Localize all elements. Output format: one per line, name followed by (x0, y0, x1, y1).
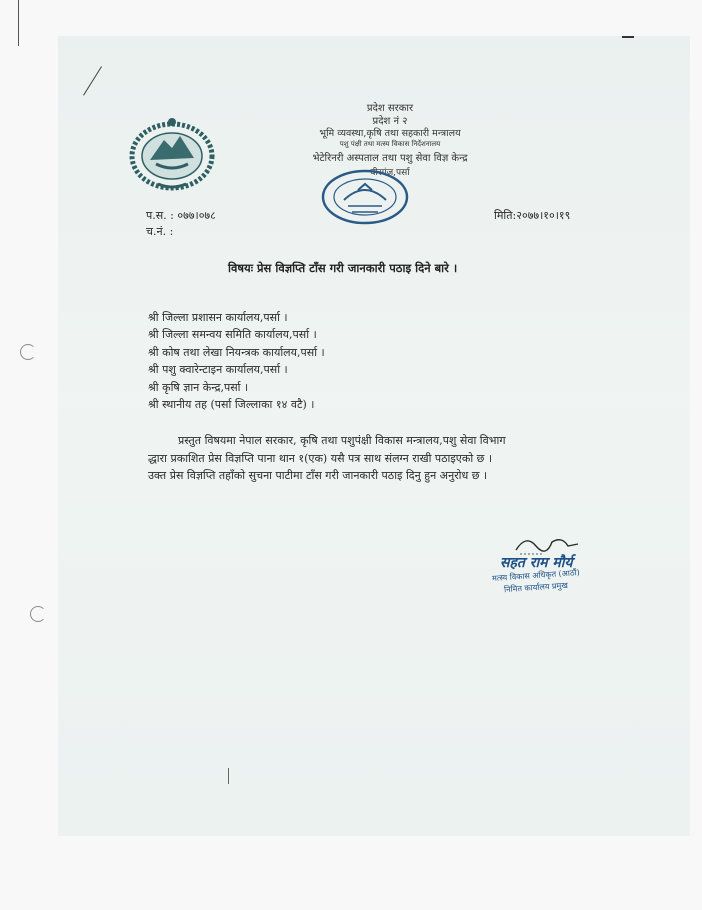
office-stamp-icon (318, 166, 412, 228)
government-emblem-icon (128, 114, 216, 192)
letterhead-line6: वीरगंज,पर्सा (370, 168, 410, 178)
dash-mark (622, 36, 634, 38)
body-paragraph (148, 432, 598, 485)
letterhead-line1: प्रदेश सरकार (366, 103, 414, 114)
recipient-item: श्री कृषि ज्ञान केन्द्र,पर्सा । (148, 380, 249, 394)
letterhead-line2: प्रदेश नं २ (372, 116, 408, 127)
recipient-item: श्री जिल्ला समन्वय समिति कार्यालय,पर्सा । (148, 328, 317, 342)
letterhead-line5: भेटेरिनरी अस्पताल तथा पशु सेवा विज्ञ केन्द्र (312, 153, 468, 164)
letterhead-line4: पशु पंक्षी तथा मत्स्य विकास निर्देशनालय (339, 140, 441, 148)
recipient-item: श्री जिल्ला प्रशासन कार्यालय,पर्सा । (148, 311, 288, 324)
recipient-item: श्री कोष तथा लेखा नियन्त्रक कार्यालय,पर्सा । (148, 345, 325, 359)
dispatch-number: च.नं. : (146, 225, 174, 238)
reference-number: प.स. : ०७७।०७८ (146, 209, 216, 222)
signatory-office: निमित कार्यालय प्रमुख (503, 580, 569, 595)
letter-date: मिति:२०७७।१०।१९ (494, 209, 571, 222)
recipient-item: श्री पशु क्वारेन्टाइन कार्यालय,पर्सा । (148, 363, 288, 377)
page-edge-mark (12, 0, 19, 46)
signatory-title: मत्स्य विकास अधिकृत (आठौं) (491, 567, 581, 584)
body-line: उक्त प्रेस विज्ञप्ति तहाँको सुचना पाटीमा टाँस गरी जानकारी पठाइ दिनु हुन अनुरोध छ । (148, 469, 488, 483)
recipient-item: श्री स्थानीय तह (पर्सा जिल्लाका १४ वटै) । (148, 398, 315, 412)
recipient-list (148, 309, 325, 413)
body-line: प्रस्तुत विषयमा नेपाल सरकार, कृषि तथा पशुपंक्षी विकास मन्त्रालय,पशु सेवा विभाग (178, 434, 506, 447)
pen-tick-mark (228, 768, 229, 784)
subject-line: विषयः प्रेस विज्ञप्ति टाँस गरी जानकारी पठाइ दिने बारे । (228, 261, 458, 275)
body-line: द्धारा प्रकाशित प्रेस विज्ञप्ति पाना थान १(एक) यसै पत्र साथ संलग्न राखी पठाइएको छ । (148, 451, 493, 465)
signatory-name: सहत राम मौर्य (500, 555, 573, 571)
punch-hole-bottom (30, 606, 46, 622)
letterhead-line3: भूमि व्यवस्था,कृषि तथा सहकारी मन्त्रालय (319, 128, 461, 139)
punch-hole-top (20, 344, 36, 360)
